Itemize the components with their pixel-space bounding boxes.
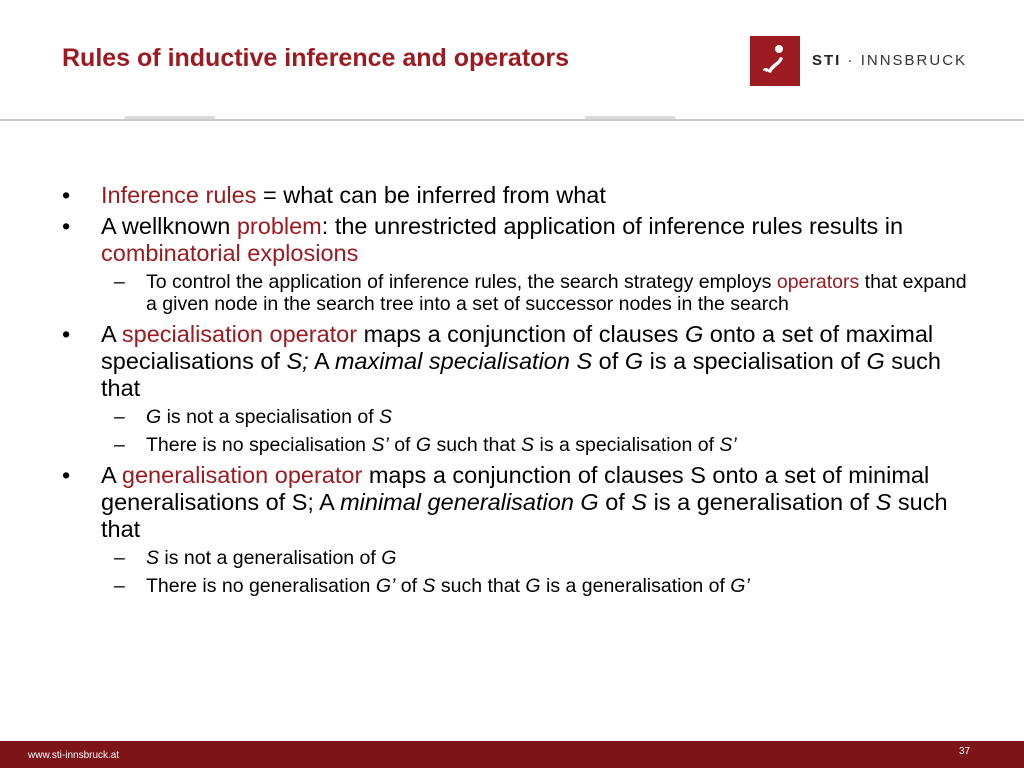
bullet-inference-rules: • Inference rules = what can be inferred from what [62, 182, 977, 209]
bullet-wellknown-problem: • A wellknown problem: the unrestricted application of inference rules results in combinatorial explosions [62, 213, 977, 267]
subbullet-no-specialisation: – There is no specialisation S’ of G such that S is a specialisation of S’ [62, 434, 977, 456]
footer-bar [0, 741, 1024, 768]
page-number: 37 [959, 746, 971, 757]
sti-logo-icon [750, 36, 800, 86]
header-divider [0, 119, 1024, 121]
bullet-specialisation-operator: • A specialisation operator maps a conjunction of clauses G onto a set of maximal specialisations of S; A maximal specialisation S of G is a specialisation of G such that [62, 321, 977, 402]
slide-body [62, 182, 977, 603]
slide-title: Rules of inductive inference and operators [62, 44, 570, 72]
subbullet-g-not-specialisation: – G is not a specialisation of S [62, 406, 977, 428]
subbullet-no-generalisation: – There is no generalisation G’ of S such that G is a generalisation of G’ [62, 575, 977, 597]
footer-url: www.sti-innsbruck.at [28, 750, 120, 761]
subbullet-s-not-generalisation: – S is not a generalisation of G [62, 547, 977, 569]
sti-logo [750, 36, 970, 86]
subbullet-search-operators: – To control the application of inference rules, the search strategy employs operators that expand a given node in the search tree into a set of successor nodes in the search [62, 271, 977, 315]
bullet-generalisation-operator: • A generalisation operator maps a conjunction of clauses S onto a set of minimal generalisations of S; A minimal generalisation G of S is a generalisation of S such that [62, 462, 977, 543]
sti-logo-text: STI · INNSBRUCK [812, 52, 968, 69]
